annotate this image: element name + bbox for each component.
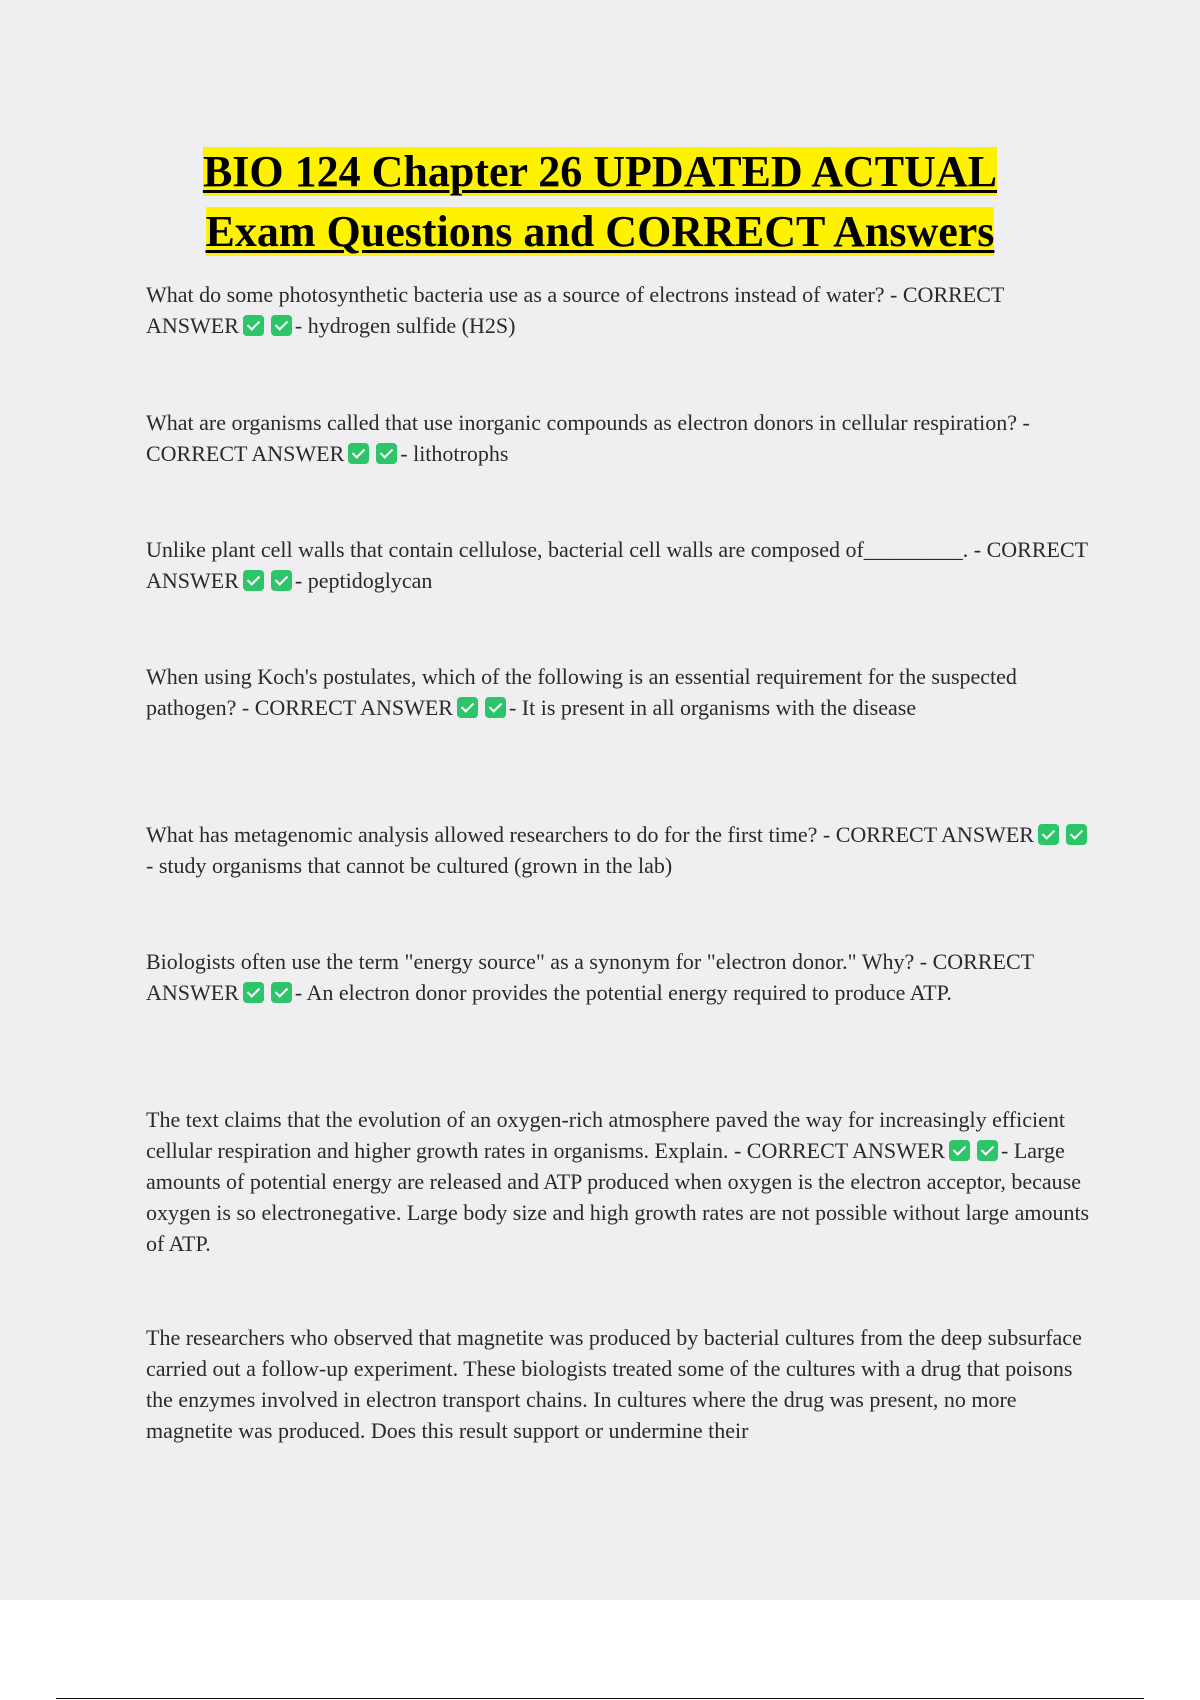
answer-text: - study organisms that cannot be cultured (grown in the lab) xyxy=(146,853,673,878)
check-mark-icon xyxy=(271,570,292,591)
qa-item-2 xyxy=(146,407,1096,469)
check-mark-icon xyxy=(271,315,292,336)
qa-item-1 xyxy=(146,279,1096,341)
question-text: Unlike plant cell walls that contain cellulose, bacterial cell walls are composed of_________. - CORRECT ANSWER xyxy=(146,537,1088,593)
qa-item-3 xyxy=(146,534,1096,596)
qa-item-4 xyxy=(146,661,1096,723)
answer-text: - An electron donor provides the potential energy required to produce ATP. xyxy=(294,980,952,1005)
qa-item-5 xyxy=(146,819,1096,881)
answer-text: - Large amounts of potential energy are released and ATP produced when oxygen is the electron acceptor, because oxygen is so electronegative. Large body size and high growth rates are not possible without large amounts of ATP. xyxy=(146,1138,1090,1256)
title-line-2: Exam Questions and CORRECT Answers xyxy=(205,207,995,256)
check-mark-icon xyxy=(348,443,369,464)
question-text: What are organisms called that use inorganic compounds as electron donors in cellular respiration? - CORRECT ANSWER xyxy=(146,410,1030,466)
check-mark-icon xyxy=(1066,824,1087,845)
check-mark-icon xyxy=(243,982,264,1003)
check-mark-icon xyxy=(271,982,292,1003)
answer-text: - peptidoglycan xyxy=(294,568,433,593)
check-mark-icon xyxy=(376,443,397,464)
question-text: The text claims that the evolution of an oxygen-rich atmosphere paved the way for increasingly efficient cellular respiration and higher growth rates in organisms. Explain. - CORRECT ANSWER xyxy=(146,1107,1065,1163)
check-mark-icon xyxy=(243,570,264,591)
check-mark-icon xyxy=(977,1140,998,1161)
answer-text: - hydrogen sulfide (H2S) xyxy=(294,313,516,338)
answer-text: - lithotrophs xyxy=(400,441,509,466)
question-text: What do some photosynthetic bacteria use as a source of electrons instead of water? - CORRECT ANSWER xyxy=(146,282,1004,338)
check-mark-icon xyxy=(1038,824,1059,845)
check-mark-icon xyxy=(485,697,506,718)
title-line-1: BIO 124 Chapter 26 UPDATED ACTUAL xyxy=(202,147,998,196)
question-text: When using Koch's postulates, which of the following is an essential requirement for the suspected pathogen? - CORRECT ANSWER xyxy=(146,664,1017,720)
qa-item-8 xyxy=(146,1322,1096,1446)
question-text: Biologists often use the term "energy source" as a synonym for "electron donor." Why? - CORRECT ANSWER xyxy=(146,949,1034,1005)
question-text: What has metagenomic analysis allowed researchers to do for the first time? - CORRECT ANSWER xyxy=(146,822,1034,847)
question-text: The researchers who observed that magnetite was produced by bacterial cultures from the deep subsurface carried out a follow-up experiment. These biologists treated some of the cultures with a drug that poisons the enzymes involved in electron transport chains. In cultures where the drug was present, no more magnetite was produced. Does this result support or undermine their xyxy=(146,1325,1082,1443)
qa-item-7 xyxy=(146,1104,1096,1259)
answer-text: - It is present in all organisms with the disease xyxy=(508,695,917,720)
check-mark-icon xyxy=(243,315,264,336)
footer-rule xyxy=(56,1698,1144,1699)
check-mark-icon xyxy=(457,697,478,718)
check-mark-icon xyxy=(949,1140,970,1161)
document-title xyxy=(0,142,1200,262)
qa-item-6 xyxy=(146,946,1096,1008)
